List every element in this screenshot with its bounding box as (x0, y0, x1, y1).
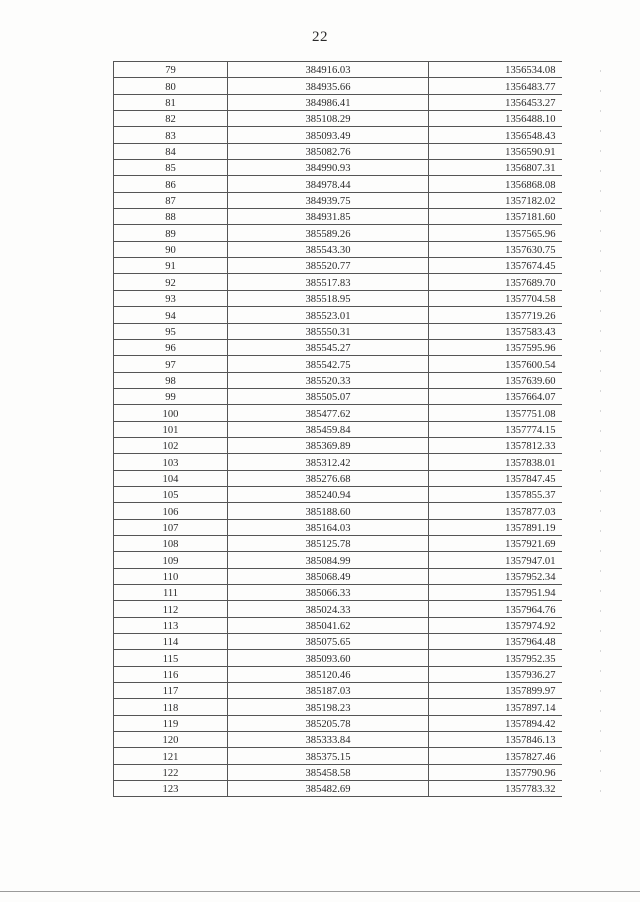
x-coordinate-cell: 384939.75 (228, 192, 429, 208)
x-coordinate-cell: 385459.84 (228, 421, 429, 437)
point-number-cell: 107 (114, 519, 228, 535)
x-coordinate-cell: 385093.49 (228, 127, 429, 143)
x-coordinate-cell: 385041.62 (228, 617, 429, 633)
y-coordinate-cell: 1357936.27 (429, 666, 562, 682)
y-coordinate-cell: 1356488.10 (429, 111, 562, 127)
point-number-cell: 108 (114, 535, 228, 551)
y-coordinate-cell: 1357181.60 (429, 209, 562, 225)
point-number-cell: 117 (114, 683, 228, 699)
y-coordinate-cell: 1357751.08 (429, 405, 562, 421)
coordinates-table-body (114, 62, 562, 797)
y-coordinate-cell: 1357783.32 (429, 781, 562, 797)
y-coordinate-cell: 1357600.54 (429, 356, 562, 372)
table-row (114, 339, 562, 355)
table-row (114, 176, 562, 192)
x-coordinate-cell: 385187.03 (228, 683, 429, 699)
table-row (114, 323, 562, 339)
page-number: 22 (312, 29, 328, 45)
y-coordinate-cell: 1357704.58 (429, 290, 562, 306)
x-coordinate-cell: 385205.78 (228, 715, 429, 731)
y-coordinate-cell: 1357583.43 (429, 323, 562, 339)
point-number-cell: 114 (114, 634, 228, 650)
point-number-cell: 109 (114, 552, 228, 568)
table-row (114, 503, 562, 519)
x-coordinate-cell: 385240.94 (228, 486, 429, 502)
point-number-cell: 104 (114, 470, 228, 486)
y-coordinate-cell: 1357790.96 (429, 764, 562, 780)
x-coordinate-cell: 385520.77 (228, 258, 429, 274)
point-number-cell: 92 (114, 274, 228, 290)
table-row (114, 732, 562, 748)
table-row (114, 568, 562, 584)
x-coordinate-cell: 385084.99 (228, 552, 429, 568)
point-number-cell: 100 (114, 405, 228, 421)
y-coordinate-cell: 1357812.33 (429, 437, 562, 453)
x-coordinate-cell: 384978.44 (228, 176, 429, 192)
table-row (114, 78, 562, 94)
table-row (114, 62, 562, 78)
point-number-cell: 120 (114, 732, 228, 748)
point-number-cell: 105 (114, 486, 228, 502)
y-coordinate-cell: 1357899.97 (429, 683, 562, 699)
x-coordinate-cell: 385125.78 (228, 535, 429, 551)
table-row (114, 241, 562, 257)
x-coordinate-cell: 385068.49 (228, 568, 429, 584)
table-row (114, 748, 562, 764)
y-coordinate-cell: 1357689.70 (429, 274, 562, 290)
table-row (114, 307, 562, 323)
coordinates-table (113, 61, 562, 797)
x-coordinate-cell: 385198.23 (228, 699, 429, 715)
point-number-cell: 88 (114, 209, 228, 225)
x-coordinate-cell: 385523.01 (228, 307, 429, 323)
page-bottom-rule (0, 891, 640, 892)
y-coordinate-cell: 1356548.43 (429, 127, 562, 143)
table-row (114, 225, 562, 241)
y-coordinate-cell: 1357921.69 (429, 535, 562, 551)
table-row (114, 405, 562, 421)
table-row (114, 699, 562, 715)
point-number-cell: 95 (114, 323, 228, 339)
y-coordinate-cell: 1356483.77 (429, 78, 562, 94)
table-row (114, 519, 562, 535)
point-number-cell: 79 (114, 62, 228, 78)
x-coordinate-cell: 385458.58 (228, 764, 429, 780)
table-row (114, 421, 562, 437)
y-coordinate-cell: 1357877.03 (429, 503, 562, 519)
point-number-cell: 102 (114, 437, 228, 453)
y-coordinate-cell: 1357827.46 (429, 748, 562, 764)
y-coordinate-cell: 1356534.08 (429, 62, 562, 78)
table-row (114, 356, 562, 372)
x-coordinate-cell: 385066.33 (228, 585, 429, 601)
x-coordinate-cell: 385276.68 (228, 470, 429, 486)
x-coordinate-cell: 385477.62 (228, 405, 429, 421)
x-coordinate-cell: 385375.15 (228, 748, 429, 764)
x-coordinate-cell: 384935.66 (228, 78, 429, 94)
y-coordinate-cell: 1357664.07 (429, 388, 562, 404)
y-coordinate-cell: 1356868.08 (429, 176, 562, 192)
y-coordinate-cell: 1357897.14 (429, 699, 562, 715)
y-coordinate-cell: 1357891.19 (429, 519, 562, 535)
y-coordinate-cell: 1357565.96 (429, 225, 562, 241)
point-number-cell: 84 (114, 143, 228, 159)
x-coordinate-cell: 385520.33 (228, 372, 429, 388)
table-row (114, 111, 562, 127)
y-coordinate-cell: 1357674.45 (429, 258, 562, 274)
point-number-cell: 116 (114, 666, 228, 682)
y-coordinate-cell: 1357947.01 (429, 552, 562, 568)
point-number-cell: 101 (114, 421, 228, 437)
y-coordinate-cell: 1357846.13 (429, 732, 562, 748)
x-coordinate-cell: 384931.85 (228, 209, 429, 225)
point-number-cell: 99 (114, 388, 228, 404)
y-coordinate-cell: 1356453.27 (429, 94, 562, 110)
table-row (114, 601, 562, 617)
point-number-cell: 106 (114, 503, 228, 519)
y-coordinate-cell: 1357855.37 (429, 486, 562, 502)
table-row (114, 486, 562, 502)
point-number-cell: 118 (114, 699, 228, 715)
table-row (114, 617, 562, 633)
point-number-cell: 91 (114, 258, 228, 274)
y-coordinate-cell: 1357964.48 (429, 634, 562, 650)
table-row (114, 470, 562, 486)
x-coordinate-cell: 385505.07 (228, 388, 429, 404)
x-coordinate-cell: 385188.60 (228, 503, 429, 519)
table-row (114, 650, 562, 666)
y-coordinate-cell: 1357774.15 (429, 421, 562, 437)
table-row (114, 192, 562, 208)
point-number-cell: 82 (114, 111, 228, 127)
point-number-cell: 98 (114, 372, 228, 388)
x-coordinate-cell: 385024.33 (228, 601, 429, 617)
table-row (114, 666, 562, 682)
y-coordinate-cell: 1357838.01 (429, 454, 562, 470)
y-coordinate-cell: 1357182.02 (429, 192, 562, 208)
y-coordinate-cell: 1357894.42 (429, 715, 562, 731)
table-row (114, 437, 562, 453)
table-row (114, 94, 562, 110)
point-number-cell: 83 (114, 127, 228, 143)
table-row (114, 209, 562, 225)
point-number-cell: 121 (114, 748, 228, 764)
table-row (114, 290, 562, 306)
point-number-cell: 93 (114, 290, 228, 306)
point-number-cell: 97 (114, 356, 228, 372)
y-coordinate-cell: 1356590.91 (429, 143, 562, 159)
x-coordinate-cell: 385075.65 (228, 634, 429, 650)
table-row (114, 274, 562, 290)
y-coordinate-cell: 1357719.26 (429, 307, 562, 323)
point-number-cell: 85 (114, 160, 228, 176)
point-number-cell: 96 (114, 339, 228, 355)
y-coordinate-cell: 1357974.92 (429, 617, 562, 633)
x-coordinate-cell: 385164.03 (228, 519, 429, 535)
y-coordinate-cell: 1357952.34 (429, 568, 562, 584)
x-coordinate-cell: 385482.69 (228, 781, 429, 797)
y-coordinate-cell: 1356807.31 (429, 160, 562, 176)
table-row (114, 454, 562, 470)
point-number-cell: 86 (114, 176, 228, 192)
table-row (114, 258, 562, 274)
x-coordinate-cell: 385543.30 (228, 241, 429, 257)
point-number-cell: 110 (114, 568, 228, 584)
table-row (114, 388, 562, 404)
x-coordinate-cell: 385542.75 (228, 356, 429, 372)
x-coordinate-cell: 385545.27 (228, 339, 429, 355)
coordinates-table-container (113, 61, 562, 797)
table-row (114, 781, 562, 797)
x-coordinate-cell: 385312.42 (228, 454, 429, 470)
x-coordinate-cell: 385369.89 (228, 437, 429, 453)
table-row (114, 535, 562, 551)
x-coordinate-cell: 385108.29 (228, 111, 429, 127)
table-row (114, 552, 562, 568)
x-coordinate-cell: 385082.76 (228, 143, 429, 159)
x-coordinate-cell: 385550.31 (228, 323, 429, 339)
y-coordinate-cell: 1357630.75 (429, 241, 562, 257)
point-number-cell: 90 (114, 241, 228, 257)
x-coordinate-cell: 385120.46 (228, 666, 429, 682)
point-number-cell: 103 (114, 454, 228, 470)
x-coordinate-cell: 385093.60 (228, 650, 429, 666)
y-coordinate-cell: 1357639.60 (429, 372, 562, 388)
point-number-cell: 115 (114, 650, 228, 666)
table-row (114, 160, 562, 176)
x-coordinate-cell: 385589.26 (228, 225, 429, 241)
table-row (114, 372, 562, 388)
table-row (114, 127, 562, 143)
point-number-cell: 94 (114, 307, 228, 323)
x-coordinate-cell: 384990.93 (228, 160, 429, 176)
point-number-cell: 123 (114, 781, 228, 797)
x-coordinate-cell: 384916.03 (228, 62, 429, 78)
table-row (114, 143, 562, 159)
x-coordinate-cell: 384986.41 (228, 94, 429, 110)
point-number-cell: 113 (114, 617, 228, 633)
point-number-cell: 111 (114, 585, 228, 601)
point-number-cell: 87 (114, 192, 228, 208)
point-number-cell: 112 (114, 601, 228, 617)
x-coordinate-cell: 385518.95 (228, 290, 429, 306)
point-number-cell: 119 (114, 715, 228, 731)
x-coordinate-cell: 385333.84 (228, 732, 429, 748)
table-row (114, 634, 562, 650)
x-coordinate-cell: 385517.83 (228, 274, 429, 290)
point-number-cell: 89 (114, 225, 228, 241)
y-coordinate-cell: 1357847.45 (429, 470, 562, 486)
table-row (114, 585, 562, 601)
table-row (114, 683, 562, 699)
y-coordinate-cell: 1357595.96 (429, 339, 562, 355)
point-number-cell: 81 (114, 94, 228, 110)
y-coordinate-cell: 1357964.76 (429, 601, 562, 617)
table-row (114, 715, 562, 731)
scan-margin-marks (600, 70, 601, 810)
point-number-cell: 122 (114, 764, 228, 780)
y-coordinate-cell: 1357952.35 (429, 650, 562, 666)
table-row (114, 764, 562, 780)
point-number-cell: 80 (114, 78, 228, 94)
y-coordinate-cell: 1357951.94 (429, 585, 562, 601)
